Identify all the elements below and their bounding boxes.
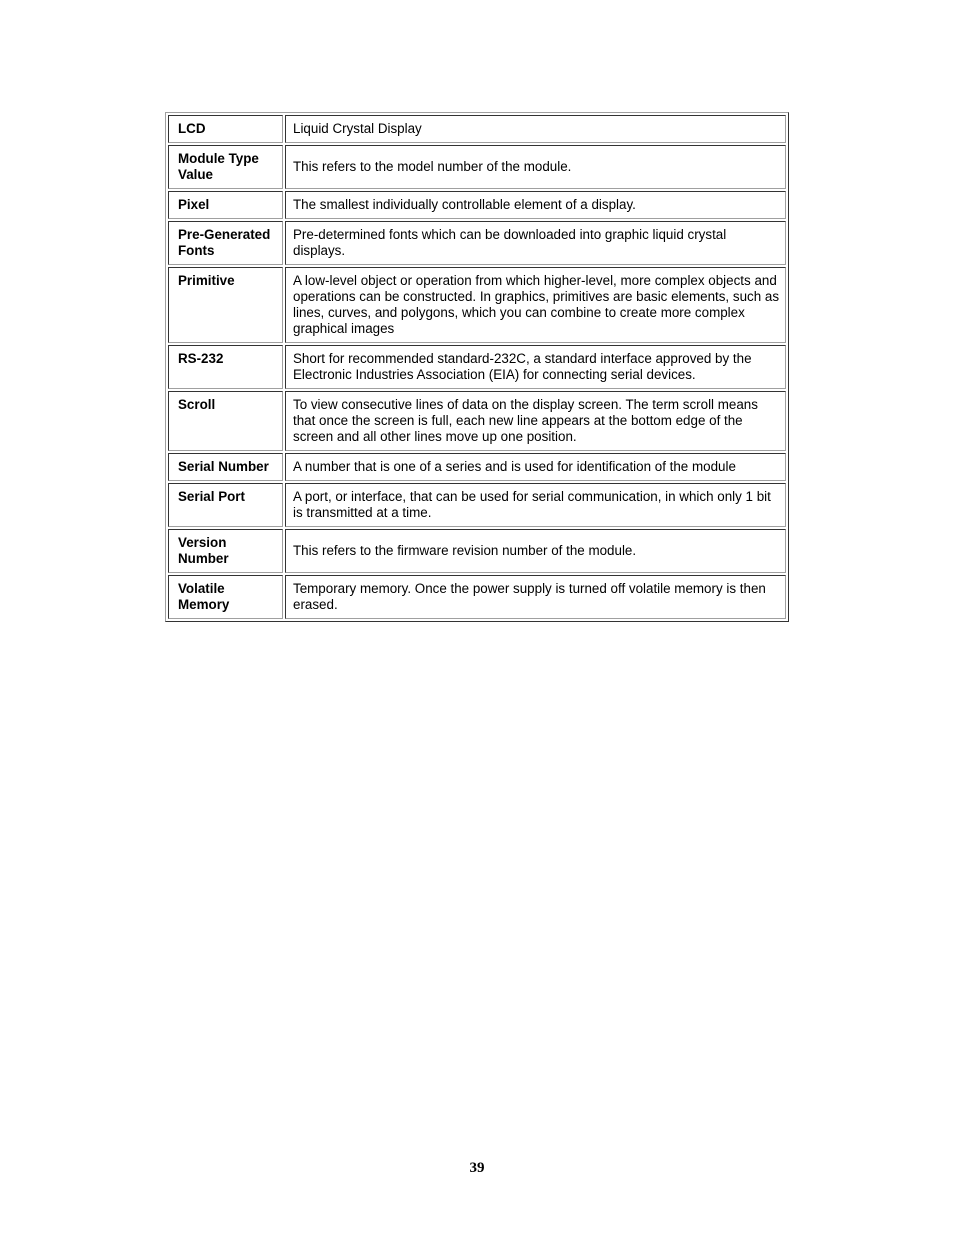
glossary-definition: A number that is one of a series and is used for identification of the module — [285, 453, 786, 481]
page-number: 39 — [469, 1160, 485, 1176]
glossary-term: RS-232 — [168, 345, 283, 389]
glossary-table-container — [165, 112, 789, 622]
glossary-definition: Liquid Crystal Display — [285, 115, 786, 143]
glossary-term: Serial Port — [168, 483, 283, 527]
table-row — [168, 145, 786, 189]
glossary-term: Pixel — [168, 191, 283, 219]
glossary-definition: A low-level object or operation from which higher-level, more complex objects and operations can be constructed. In graphics, primitives are basic elements, such as lines, curves, and polygons, which you can combine to create more complex graphical images — [285, 267, 786, 343]
glossary-term: Pre-Generated Fonts — [168, 221, 283, 265]
glossary-definition: Short for recommended standard-232C, a standard interface approved by the Electronic Industries Association (EIA) for connecting serial devices. — [285, 345, 786, 389]
glossary-term: LCD — [168, 115, 283, 143]
glossary-definition: To view consecutive lines of data on the display screen. The term scroll means that once the screen is full, each new line appears at the bottom edge of the screen and all other lines move up one position. — [285, 391, 786, 451]
table-row — [168, 529, 786, 573]
glossary-term: Scroll — [168, 391, 283, 451]
table-row — [168, 575, 786, 619]
table-row — [168, 391, 786, 451]
table-row — [168, 221, 786, 265]
table-row — [168, 115, 786, 143]
glossary-term: Primitive — [168, 267, 283, 343]
table-row — [168, 453, 786, 481]
glossary-definition: This refers to the firmware revision number of the module. — [285, 529, 786, 573]
table-row — [168, 267, 786, 343]
table-row — [168, 191, 786, 219]
glossary-table — [165, 112, 789, 622]
glossary-definition: A port, or interface, that can be used for serial communication, in which only 1 bit is transmitted at a time. — [285, 483, 786, 527]
glossary-term: Volatile Memory — [168, 575, 283, 619]
glossary-term: Version Number — [168, 529, 283, 573]
glossary-definition: Pre-determined fonts which can be downloaded into graphic liquid crystal displays. — [285, 221, 786, 265]
glossary-term: Serial Number — [168, 453, 283, 481]
glossary-definition: The smallest individually controllable element of a display. — [285, 191, 786, 219]
table-row — [168, 483, 786, 527]
glossary-term: Module Type Value — [168, 145, 283, 189]
glossary-definition: This refers to the model number of the module. — [285, 145, 786, 189]
glossary-definition: Temporary memory. Once the power supply is turned off volatile memory is then erased. — [285, 575, 786, 619]
table-row — [168, 345, 786, 389]
